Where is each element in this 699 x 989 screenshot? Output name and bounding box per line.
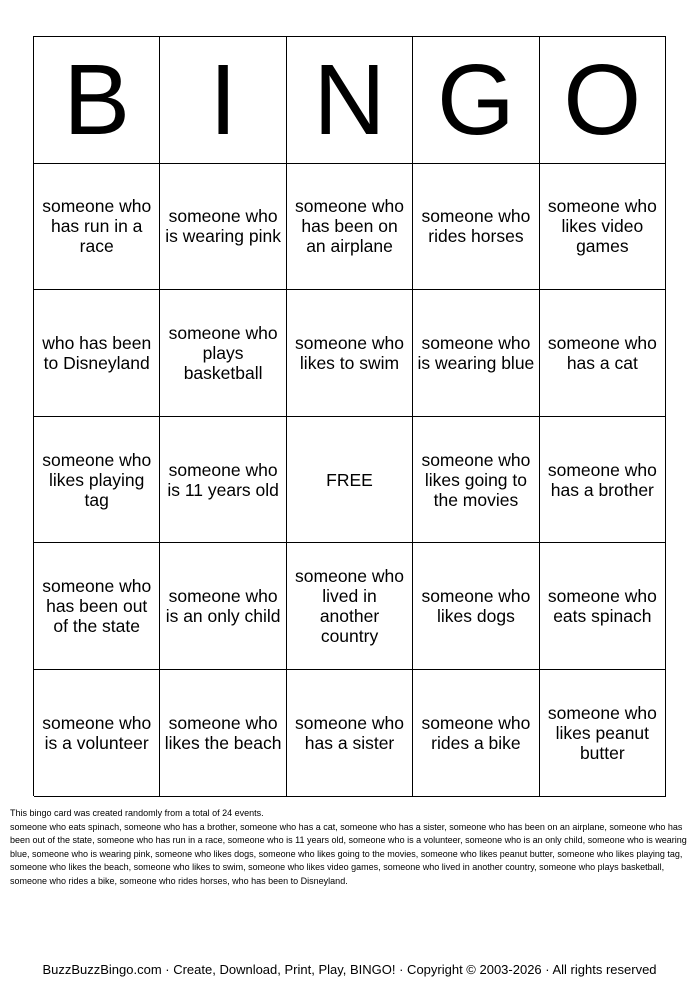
bingo-cell: someone who likes playing tag [34, 417, 160, 544]
bingo-cell: someone who rides a bike [413, 670, 539, 797]
bingo-cell: someone who has a brother [540, 417, 666, 544]
bingo-cell: someone who likes dogs [413, 543, 539, 670]
bingo-cell: someone who has been out of the state [34, 543, 160, 670]
bingo-cell: someone who likes going to the movies [413, 417, 539, 544]
bingo-cell: someone who likes to swim [287, 290, 413, 417]
bingo-cell: someone who is wearing blue [413, 290, 539, 417]
bingo-cell: someone who likes peanut butter [540, 670, 666, 797]
free-space-cell: FREE [287, 417, 413, 544]
bingo-card [33, 36, 666, 796]
card-info-intro: This bingo card was created randomly from a total of 24 events. [10, 808, 264, 818]
bingo-cell: someone who rides horses [413, 164, 539, 291]
bingo-row [34, 164, 666, 291]
bingo-row [34, 543, 666, 670]
bingo-cell: someone who likes the beach [160, 670, 286, 797]
header-letter-b: B [34, 37, 160, 164]
bingo-cell: someone who has a sister [287, 670, 413, 797]
bingo-cell: someone who has been on an airplane [287, 164, 413, 291]
bingo-cell: who has been to Disneyland [34, 290, 160, 417]
bingo-cell: someone who is a volunteer [34, 670, 160, 797]
bingo-cell: someone who eats spinach [540, 543, 666, 670]
bingo-row [34, 670, 666, 797]
bingo-row [34, 417, 666, 544]
header-letter-o: O [540, 37, 666, 164]
bingo-cell: someone who is wearing pink [160, 164, 286, 291]
header-row [34, 37, 666, 164]
copyright-footer: BuzzBuzzBingo.com · Create, Download, Print, Play, BINGO! · Copyright © 2003-2026 · All rights reserved [42, 962, 657, 977]
bingo-cell: someone who has a cat [540, 290, 666, 417]
bingo-cell: someone who lived in another country [287, 543, 413, 670]
header-letter-g: G [413, 37, 539, 164]
bingo-cell: someone who is an only child [160, 543, 286, 670]
header-letter-n: N [287, 37, 413, 164]
card-events-list: someone who eats spinach, someone who has a brother, someone who has a cat, someone who has a sister, someone who has been on an airplane, someone who has been out of the state, someone who has run in a race, someone who is 11 years old, someone who is a volunteer, someone who is an only child, someone who is wearing blue, someone who is wearing pink, someone who likes dogs, someone who likes going to the movies, someone who likes peanut butter, someone who likes playing tag, someone who likes the beach, someone who likes to swim, someone who likes video games, someone who lived in another country, someone who plays basketball, someone who rides a bike, someone who rides horses, who has been to Disneyland. [10, 821, 687, 886]
bingo-cell: someone who is 11 years old [160, 417, 286, 544]
bingo-row [34, 290, 666, 417]
bingo-cell: someone who plays basketball [160, 290, 286, 417]
card-info [10, 807, 694, 888]
header-letter-i: I [160, 37, 286, 164]
bingo-cell: someone who has run in a race [34, 164, 160, 291]
bingo-cell: someone who likes video games [540, 164, 666, 291]
